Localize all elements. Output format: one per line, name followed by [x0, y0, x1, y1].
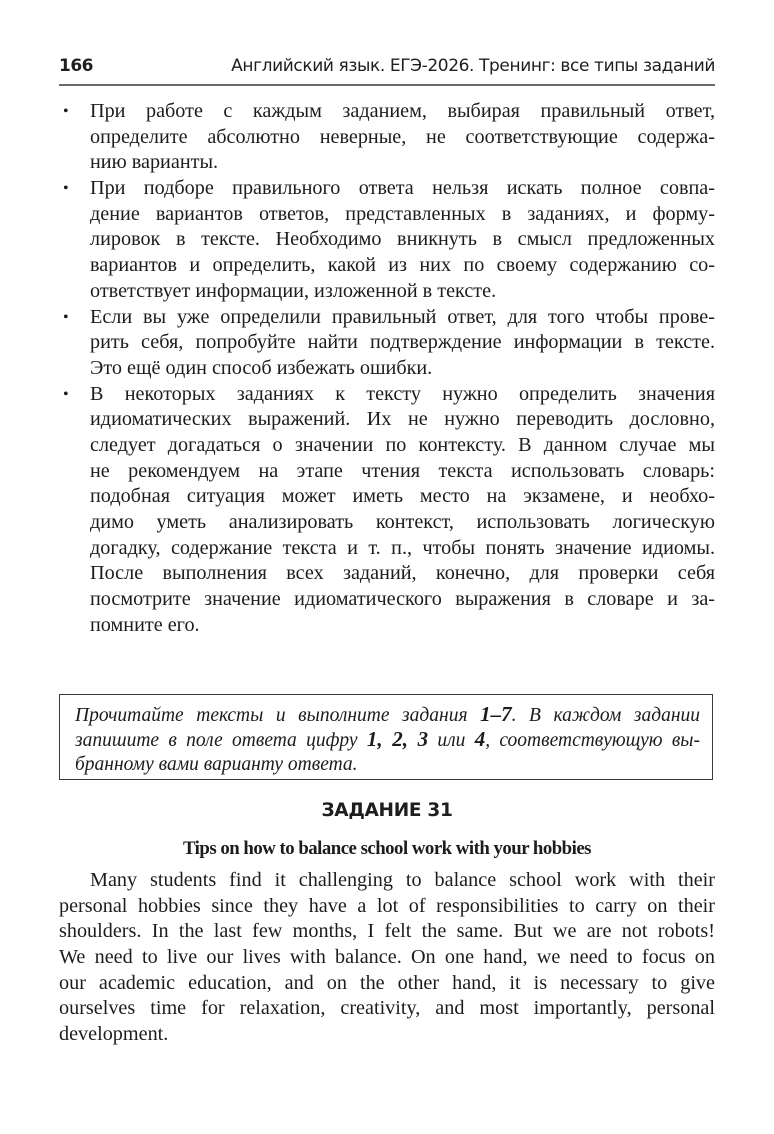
text-line: После выполнения всех заданий, конечно, для проверки себя — [90, 562, 715, 585]
task-heading: ЗАДАНИЕ 31 — [321, 800, 453, 821]
text-line: димо уметь анализировать контекст, использовать логическую — [90, 511, 715, 533]
text-line: посмотрите значение идиоматического выражения в словаре и за- — [90, 588, 715, 611]
instruction-line — [75, 727, 700, 752]
text-line: ответствует информации, изложенной в тексте. — [90, 279, 497, 302]
page-header — [59, 54, 715, 80]
text-line: вариантов и определить, какой из них по своему содержанию со- — [90, 254, 715, 277]
text-line: нию варианты. — [90, 151, 219, 174]
text-line: В некоторых заданиях к тексту нужно определить значения — [90, 382, 715, 405]
text-line: подобная ситуация может иметь место на экзамене, и необхо- — [90, 485, 715, 508]
text-line: определите абсолютно неверные, не соответствующие содержа- — [90, 125, 715, 148]
instruction-fragment: запишите в поле ответа цифру — [75, 730, 367, 751]
passage-line: personal hobbies since they have a lot of responsibilities to carry on their — [59, 894, 715, 917]
tips-list — [59, 99, 715, 638]
bullet-icon: • — [63, 180, 69, 198]
text-line: идиоматических выражений. Их не нужно переводить дословно, — [90, 408, 715, 431]
instruction-fragment: , соответствующую вы- — [485, 730, 700, 751]
text-line: При подборе правильного ответа нельзя искать полное совпа- — [90, 177, 715, 200]
instruction-line — [75, 702, 700, 727]
running-title: Английский язык. ЕГЭ-2026. Тренинг: все типы заданий — [231, 56, 715, 76]
tip-item — [59, 382, 715, 639]
bullet-icon: • — [63, 103, 69, 120]
bullet-icon: • — [63, 308, 69, 326]
instruction-fragment: или — [428, 730, 475, 751]
text-heading: Tips on how to balance school work with your hobbies — [183, 838, 591, 859]
instruction-text — [75, 702, 700, 777]
text-line: догадку, содержание текста и т. п., чтобы понять значение идиомы. — [90, 536, 715, 559]
text-line: помните его. — [90, 613, 200, 636]
instruction-box — [59, 694, 713, 780]
bullet-icon: • — [63, 385, 69, 403]
passage-line: shoulders. In the last few months, I felt the same. But we are not robots! — [59, 920, 715, 943]
page-number: 166 — [59, 56, 93, 76]
header-divider — [59, 84, 715, 86]
answer-digit: 4 — [474, 727, 486, 751]
text-line: лировок в тексте. Необходимо вникнуть в смысл предложенных — [90, 228, 715, 251]
tip-item — [59, 305, 715, 382]
tip-item — [59, 99, 715, 176]
passage-line: ourselves time for relaxation, creativity, and most importantly, personal — [59, 997, 715, 1020]
passage-line: our academic education, and on the other hand, it is necessary to give — [59, 971, 715, 994]
text-line: рить себя, попробуйте найти подтверждение информации в тексте. — [90, 331, 715, 354]
instruction-fragment: Прочитайте тексты и выполните задания — [75, 705, 481, 726]
text-line: Это ещё один способ избежать ошибки. — [90, 356, 433, 379]
text-line: не рекомендуем на этапе чтения текста использовать словарь: — [90, 459, 715, 482]
answer-digits: 1, 2, 3 — [366, 727, 429, 751]
passage-line: Many students find it challenging to balance school work with their — [90, 869, 715, 891]
passage-line: development. — [59, 1023, 169, 1046]
instruction-fragment: . В каждом задании — [511, 705, 700, 726]
passage-line: We need to live our lives with balance. On one hand, we need to focus on — [59, 946, 715, 969]
reading-passage — [59, 868, 715, 1048]
text-line: При работе с каждым заданием, выбирая правильный ответ, — [90, 100, 715, 122]
text-line: Если вы уже определили правильный ответ, для того чтобы прове- — [90, 305, 715, 328]
instruction-line: бранному вами варианту ответа. — [75, 754, 358, 775]
text-line: дение вариантов ответов, представленных в заданиях, и форму- — [90, 202, 715, 225]
text-line: следует догадаться о значении по контексту. В данном случае мы — [90, 433, 715, 456]
tip-item — [59, 176, 715, 304]
task-range: 1–7 — [480, 702, 512, 726]
